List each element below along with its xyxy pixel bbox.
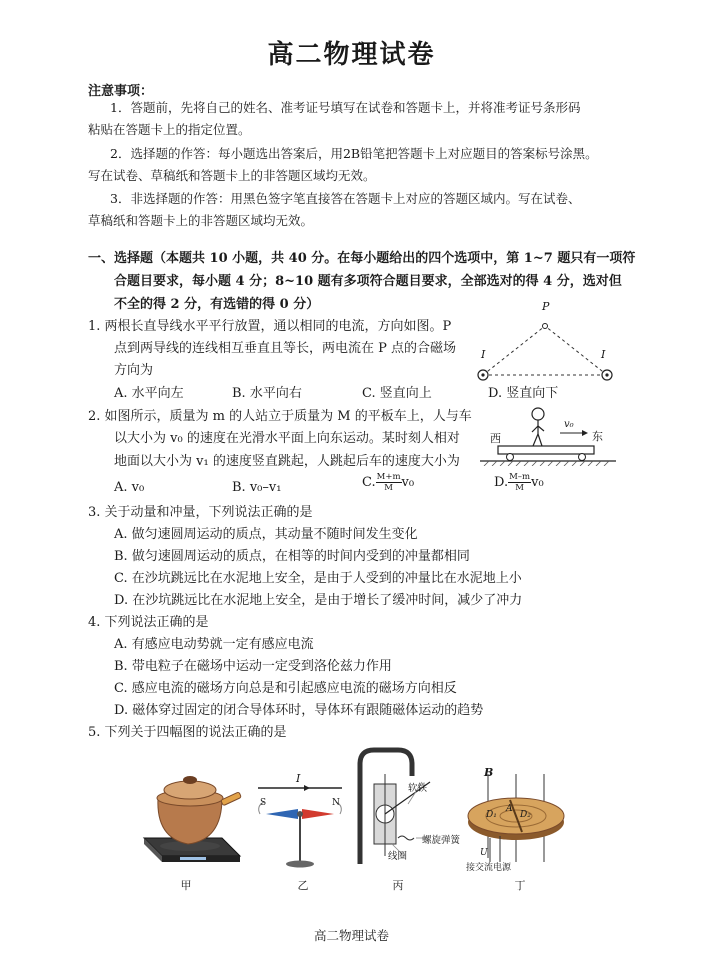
q1-left-dash — [483, 326, 545, 375]
q1-figure — [470, 302, 630, 382]
page-title: 高二物理试卷 — [267, 40, 436, 70]
note-1-line-2: 粘贴在答题卡上的指定位置。 — [88, 122, 251, 137]
q2-option-c-den: M — [384, 483, 393, 493]
q5-figure-yi — [252, 772, 348, 876]
q2-option-d-fraction — [508, 472, 531, 493]
note-3-line-2: 草稿纸和答题卡上的非答题区域均无效。 — [88, 213, 314, 228]
q2-stem-line-1: 2. 如图所示，质量为 m 的人站立于质量为 M 的平板车上，人与车 — [88, 409, 472, 424]
q2-option-c — [362, 472, 414, 494]
q2-label-v0: v₀ — [564, 419, 574, 430]
q4-option-a: A. 有感应电动势就一定有感应电流 — [114, 637, 314, 652]
q5-caption-bing: 丙 — [392, 879, 404, 892]
ding-label-b: B — [484, 766, 494, 779]
q4-stem: 4. 下列说法正确的是 — [88, 615, 209, 630]
page-footer: 高二物理试卷 — [313, 928, 389, 943]
q5-caption-yi: 乙 — [297, 879, 309, 892]
q2-label-east: 东 — [592, 430, 603, 443]
q2-option-d — [494, 472, 544, 494]
yi-current-arrow — [304, 785, 310, 791]
q5-figure-jia-svg — [138, 760, 246, 870]
q1-right-dash — [545, 326, 607, 375]
q5-figure-ding-svg — [460, 770, 580, 874]
q2-option-d-den: M — [515, 483, 524, 493]
notes-heading: 注意事项： — [88, 84, 154, 99]
q2-wheel-right — [579, 454, 586, 461]
q2-stem-line-3: 地面以大小为 v₁ 的速度竖直跳起，人跳起后车的速度大小为 — [114, 454, 460, 469]
q2-wheel-left — [507, 454, 514, 461]
q1-stem-line-1: 1. 两根长直导线水平平行放置，通以相同的电流，方向如图。P — [88, 319, 452, 334]
yi-base — [286, 861, 314, 868]
q1-option-c: C. 竖直向上 — [362, 386, 432, 401]
q3-option-b: B. 做匀速圆周运动的质点，在相等的时间内受到的冲量都相同 — [114, 549, 470, 564]
q3-option-a: A. 做匀速圆周运动的质点，其动量不随时间发生变化 — [114, 527, 418, 542]
q5-figure-bing-svg — [352, 744, 464, 874]
q5-figure-ding — [460, 766, 580, 874]
q4-option-c: C. 感应电流的磁场方向总是和引起感应电流的磁场方向相反 — [114, 681, 457, 696]
q2-option-d-num: M–m — [509, 472, 531, 482]
q1-option-b: B. 水平向右 — [232, 386, 302, 401]
note-3-line-1: 3．非选择题的作答：用黑色签字笔直接答在答题卡上对应的答题区域内。写在试卷、 — [110, 191, 581, 206]
q2-stem-line-2: 以大小为 v₀ 的速度在光滑水平面上向东运动。某时刻人相对 — [114, 431, 460, 446]
ding-label-u: U — [480, 848, 488, 858]
ding-label-d1: D₁ — [486, 810, 497, 820]
q2-option-d-prefix: D. — [494, 475, 509, 490]
q2-ground-hatch — [484, 461, 609, 466]
q2-option-c-num: M+m — [376, 472, 401, 482]
cooker-panel — [180, 857, 206, 860]
section-1-line-2: 合题目要求，每小题 4 分；8~10 题有多项符合题目要求，全部选对的得 4 分，选对但 — [114, 274, 622, 289]
q2-option-b: B. v₀–v₁ — [232, 480, 282, 495]
yi-label-north: N — [332, 798, 340, 808]
bing-label-soft-iron: 软铁 — [408, 783, 428, 794]
note-2-line-1: 2．选择题的作答：每小题选出答案后，用2B铅笔把答题卡上对应题目的答案标号涂黑。 — [110, 146, 598, 161]
pot-handle — [221, 792, 242, 806]
section-1-line-3: 不全的得 2 分，有选错的得 0 分） — [114, 297, 320, 312]
q5-caption-jia: 甲 — [180, 879, 192, 892]
q4-option-d: D. 磁体穿过固定的闭合导体环时，导体环有跟随磁体运动的趋势 — [114, 703, 484, 718]
q1-wire-left-dot — [481, 373, 484, 376]
q5-caption-ding: 丁 — [514, 879, 526, 892]
note-1-line-1: 1．答题前，先将自己的姓名、准考证号填写在试卷和答题卡上，并将准考证号条形码 — [110, 100, 581, 115]
q2-option-c-prefix: C. — [362, 475, 376, 490]
q3-stem: 3. 关于动量和冲量，下列说法正确的是 — [88, 505, 313, 520]
note-2-line-2: 写在试卷、草稿纸和答题卡上的非答题区域均无效。 — [88, 168, 376, 183]
yi-needle-south — [266, 809, 298, 819]
q2-person — [532, 408, 544, 446]
q2-option-d-suffix: v₀ — [531, 475, 544, 490]
ding-label-a: A — [506, 804, 513, 814]
q1-option-a: A. 水平向左 — [114, 386, 184, 401]
q2-option-c-suffix: v₀ — [401, 475, 415, 490]
pot-knob — [183, 776, 197, 784]
q2-cart — [498, 446, 594, 454]
bing-label-spring: 螺旋弹簧 — [422, 835, 461, 846]
q5-stem: 5. 下列关于四幅图的说法正确的是 — [88, 725, 287, 740]
q2-label-west: 西 — [490, 432, 501, 445]
q2-velocity-arrowhead — [582, 430, 588, 436]
q2-option-a: A. v₀ — [114, 480, 145, 495]
q4-option-b: B. 带电粒子在磁场中运动一定受到洛伦兹力作用 — [114, 659, 392, 674]
q2-option-c-fraction — [376, 472, 402, 493]
q2-figure — [478, 404, 618, 466]
q1-figure-svg — [470, 302, 630, 382]
ding-label-ac: 接交流电源 — [466, 863, 512, 873]
q1-point-p — [543, 324, 548, 329]
q1-label-i-right: I — [601, 348, 606, 361]
yi-label-current: I — [296, 772, 301, 785]
q3-option-c: C. 在沙坑跳远比在水泥地上安全，是由于人受到的冲量比在水泥地上小 — [114, 571, 522, 586]
q5-figure-bing — [352, 744, 464, 874]
q3-option-d: D. 在沙坑跳远比在水泥地上安全，是由于增长了缓冲时间，减少了冲力 — [114, 593, 523, 608]
q1-stem-line-3: 方向为 — [114, 363, 154, 378]
yi-needle-north — [302, 809, 334, 819]
bing-label-coil: 线圈 — [388, 851, 408, 862]
q1-option-d: D. 竖直向下 — [488, 386, 559, 401]
q5-figure-jia — [138, 760, 246, 870]
q1-wire-right-dot — [605, 373, 608, 376]
section-1-line-1: 一、选择题（本题共 10 小题，共 40 分。在每小题给出的四个选项中，第 1~7 题只有一项符 — [88, 251, 636, 266]
yi-label-south: S — [260, 798, 267, 808]
q1-label-i-left: I — [481, 348, 486, 361]
q1-stem-line-2: 点到两导线的连线相互垂直且等长，两电流在 P 点的合磁场 — [114, 341, 457, 356]
q5-figure-yi-svg — [252, 776, 348, 876]
bing-spring — [398, 836, 414, 840]
q1-label-p: P — [542, 300, 550, 313]
ding-label-d2: D₂ — [520, 810, 531, 820]
